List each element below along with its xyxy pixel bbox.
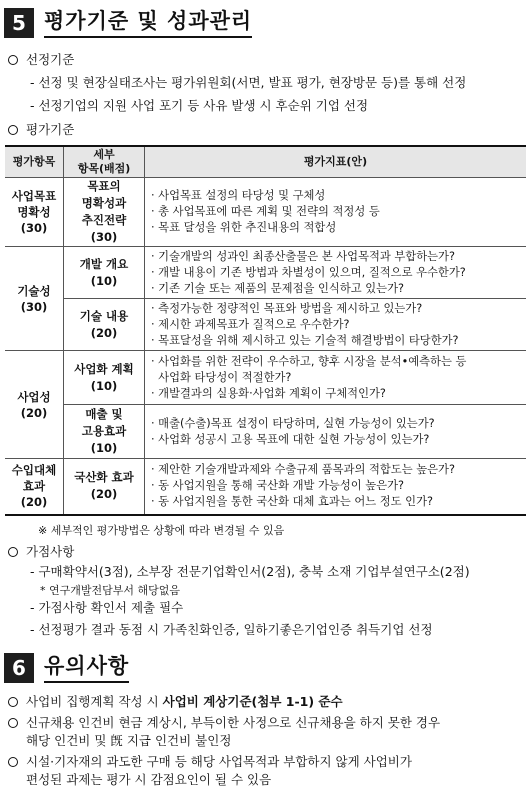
item-cell: 국산화 효과 (20) — [64, 459, 145, 515]
criteria-heading: 평가기준 — [8, 120, 74, 138]
circle-bullet-icon — [8, 547, 18, 557]
indicators-cell — [145, 351, 527, 405]
circle-bullet-icon — [8, 55, 18, 65]
table-row — [5, 178, 526, 247]
notice-item-2-line-1: 신규채용 인건비 현금 계상시, 부득이한 사정으로 신규채용을 하지 못한 경우 — [8, 713, 440, 731]
section-title: 평가기준 및 성과관리 — [44, 8, 252, 38]
notice-item-3-line-2: 편성된 과제는 평가 시 감점요인이 될 수 있음 — [26, 772, 272, 787]
table-row — [5, 405, 526, 459]
bonus-line-3: - 선정평가 결과 동점 시 가족친화인증, 일하기좋은기업인증 취득기업 선정 — [30, 622, 433, 637]
section-number-badge: 6 — [4, 653, 34, 683]
item-cell: 사업화 계획 (10) — [64, 351, 145, 405]
indicator-line: · 총 사업목표에 따른 계획 및 전략의 적정성 등 — [151, 205, 380, 218]
indicator-line: · 목표달성을 위해 제시하고 있는 기술적 해결방법이 타당한가? — [151, 333, 459, 347]
item-cell: 매출 및 고용효과 (10) — [64, 405, 145, 459]
indicators-cell — [145, 459, 527, 515]
indicator-line: · 측정가능한 정량적인 목표와 방법을 제시하고 있는가? — [151, 301, 423, 315]
indicator-line: · 개발 내용이 기존 방법과 차별성이 있으며, 질적으로 우수한가? — [151, 265, 466, 279]
bonus-subnote: * 연구개발전담부서 해당없음 — [40, 584, 181, 597]
indicator-line: · 사업화를 위한 전략이 우수하고, 향후 시장을 분석•예측하는 등 — [151, 354, 467, 368]
category-cell: 기술성 (30) — [5, 247, 64, 351]
indicators-cell — [145, 405, 527, 459]
header-indicators: 평가지표(안) — [145, 146, 527, 178]
indicator-line: · 개발결과의 실용화·사업화 계획이 구체적인가? — [151, 386, 386, 400]
section-number-badge: 5 — [4, 8, 34, 38]
category-cell: 수입대체 효과 (20) — [5, 459, 64, 515]
selection-heading: 선정기준 — [8, 50, 74, 68]
indicator-line: · 동 사업지원을 통한 국산화 대체 효과는 어느 정도 인가? — [151, 495, 433, 509]
indicator-line: · 기술개발의 성과인 최종산출물은 본 사업목적과 부합하는가? — [151, 249, 455, 263]
header-item: 세부 항목(배점) — [64, 146, 145, 178]
indicator-line: · 목표 달성을 위한 추진내용의 적합성 — [151, 221, 337, 234]
indicator-line: · 제시한 과제목표가 질적으로 우수한가? — [151, 317, 350, 331]
item-cell: 목표의 명확성과 추진전략 (30) — [64, 178, 145, 247]
selection-line-1: - 선정 및 현장실태조사는 평가위원회(서면, 발표 평가, 현장방문 등)를 통해 선정 — [30, 75, 467, 90]
bonus-line-1: - 구매확약서(3점), 소부장 전문기업확인서(2점), 충북 소재 기업부설연구소(2점) — [30, 564, 470, 579]
budget-standard-emphasis: 사업비 계상기준(첨부 1-1) 준수 — [162, 694, 343, 709]
indicators-cell — [145, 178, 527, 247]
indicators-cell — [145, 299, 527, 351]
indicator-line: · 동 사업지원을 통해 국산화 개발 가능성이 높은가? — [151, 479, 404, 493]
table-row — [5, 299, 526, 351]
circle-bullet-icon — [8, 697, 18, 707]
indicator-line: · 사업화 성공시 고용 목표에 대한 실현 가능성이 있는가? — [151, 432, 430, 446]
indicator-line: · 사업목표 설정의 타당성 및 구체성 — [151, 189, 326, 202]
indicator-line: 사업화 타당성이 적절한가? — [151, 370, 292, 384]
circle-bullet-icon — [8, 718, 18, 728]
indicator-line: · 매출(수출)목표 설정이 타당하며, 실현 가능성이 있는가? — [151, 416, 435, 430]
table-row — [5, 247, 526, 299]
section-6-header — [4, 653, 129, 683]
category-cell: 사업성 (20) — [5, 351, 64, 459]
circle-bullet-icon — [8, 125, 18, 135]
section-title: 유의사항 — [44, 653, 129, 683]
bonus-heading: 가점사항 — [8, 542, 74, 560]
table-note: ※ 세부적인 평가방법은 상황에 따라 변경될 수 있음 — [38, 524, 285, 537]
notice-item-1: 사업비 집행계획 작성 시 사업비 계상기준(첨부 1-1) 준수 — [8, 692, 343, 710]
section-5-header — [4, 8, 252, 38]
category-cell: 사업목표 명확성 (30) — [5, 178, 64, 247]
item-cell: 기술 내용 (20) — [64, 299, 145, 351]
indicators-cell — [145, 247, 527, 299]
bonus-line-2: - 가점사항 확인서 제출 필수 — [30, 600, 184, 615]
evaluation-criteria-table — [5, 145, 526, 516]
selection-line-2: - 선정기업의 지원 사업 포기 등 사유 발생 시 후순위 기업 선정 — [30, 98, 369, 113]
indicator-line: · 제안한 기술개발과제와 수출규제 품목과의 적합도는 높은가? — [151, 463, 455, 477]
table-row — [5, 459, 526, 515]
notice-item-3-line-1: 시설·기자재의 과도한 구매 등 해당 사업목적과 부합하지 않게 사업비가 — [8, 752, 412, 770]
table-header-row — [5, 146, 526, 178]
indicator-line: · 기존 기술 또는 제품의 문제점을 인식하고 있는가? — [151, 281, 404, 295]
notice-item-2-line-2: 해당 인건비 및 旣 지급 인건비 불인정 — [26, 733, 232, 748]
item-cell: 개발 개요 (10) — [64, 247, 145, 299]
table-row — [5, 351, 526, 405]
header-category: 평가항목 — [5, 146, 64, 178]
circle-bullet-icon — [8, 757, 18, 767]
